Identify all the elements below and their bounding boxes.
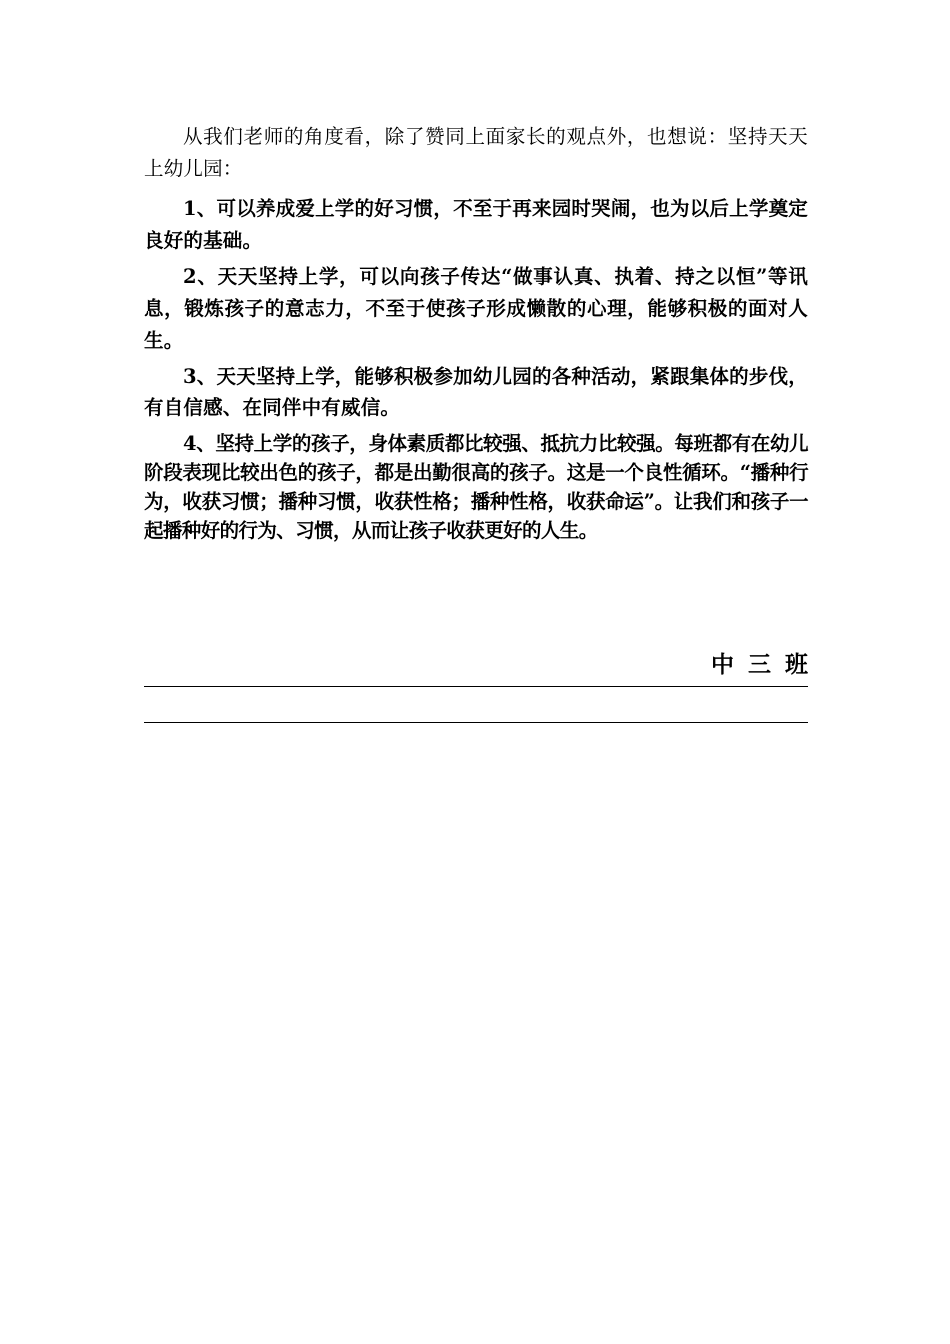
intro-paragraph: 从我们老师的角度看，除了赞同上面家长的观点外，也想说：坚持天天上幼儿园：: [144, 125, 808, 180]
point-4-paragraph: 4、坚持上学的孩子，身体素质都比较强、抵抗力比较强。每班都有在幼儿阶段表现比较出色的孩子，都是出勤很高的孩子。这是一个良性循环。“播种行为，收获习惯；播种习惯，收获性格；播种性格，收获命运”。让我们和孩子一起播种好的行为、习惯，从而让孩子收获更好的人生。: [144, 432, 808, 542]
signature-class-name: 中三班: [711, 651, 822, 678]
point-2-paragraph: 2、天天坚持上学，可以向孩子传达“做事认真、执着、持之以恒”等讯息，锻炼孩子的意志力，不至于使孩子形成懒散的心理，能够积极的面对人生。: [144, 265, 808, 352]
point-3-paragraph: 3、天天坚持上学，能够积极参加幼儿园的各种活动，紧跟集体的步伐，有自信感、在同伴中有威信。: [144, 365, 808, 419]
point-1-paragraph: 1、可以养成爱上学的好习惯，不至于再来园时哭闹，也为以后上学奠定良好的基础。: [144, 197, 808, 252]
signature-underline: [144, 686, 808, 687]
blank-line: [144, 722, 808, 723]
